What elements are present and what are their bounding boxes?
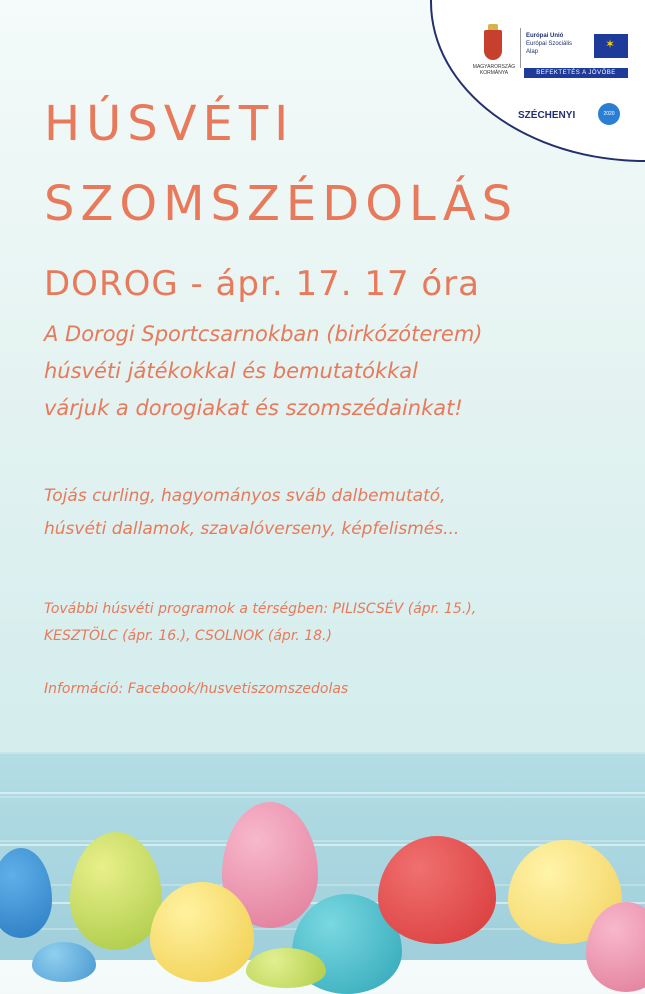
- logo-divider: [520, 28, 521, 68]
- eu-label: [526, 32, 572, 56]
- programs-line: További húsvéti programok a térségben: PILISCSÉV (ápr. 15.),: [44, 601, 477, 617]
- activities-line: húsvéti dallamok, szavalóverseny, képfelismés...: [44, 519, 460, 539]
- eu-flag-icon: [594, 34, 628, 58]
- title-line-1: HÚSVÉTI: [44, 96, 295, 152]
- szechenyi-logo-text: SZÉCHENYI: [518, 110, 576, 121]
- event-date-heading: DOROG - ápr. 17. 17 óra: [44, 264, 481, 304]
- intro-line: várjuk a dorogiakat és szomszédainkat!: [44, 396, 463, 420]
- info-text: Információ: Facebook/husvetiszomszedolas: [44, 681, 349, 697]
- hungarian-coat-of-arms-icon: [484, 30, 502, 60]
- blue-egg: [32, 942, 96, 982]
- green-egg: [246, 948, 326, 988]
- programs-line: KESZTÖLC (ápr. 16.), CSOLNOK (ápr. 18.): [44, 628, 332, 644]
- eu-line1: Európai Unió: [526, 33, 564, 39]
- invest-banner: BEFEKTETÉS A JÖVŐBE: [524, 68, 628, 78]
- programs-paragraph: [44, 596, 476, 650]
- eu-line3: Alap: [526, 49, 539, 55]
- intro-line: A Dorogi Sportcsarnokban (birkózóterem): [44, 322, 483, 346]
- sponsor-logo-panel: [430, 0, 645, 162]
- blue-egg: [0, 848, 52, 938]
- intro-line: húsvéti játékokkal és bemutatókkal: [44, 359, 418, 383]
- activities-paragraph: [44, 480, 459, 546]
- title-line-2: SZOMSZÉDOLÁS: [44, 176, 519, 232]
- activities-line: Tojás curling, hagyományos sváb dalbemutató,: [44, 486, 446, 506]
- ministry-label: MAGYARORSZÁG KORMÁNYA: [472, 64, 516, 76]
- red-egg: [378, 836, 496, 944]
- plank-line: [0, 792, 645, 794]
- szechenyi-badge: 2020: [598, 103, 620, 125]
- green-egg: [70, 832, 162, 950]
- intro-paragraph: [44, 316, 482, 427]
- egg-table-photo: [0, 752, 645, 960]
- info-line: [44, 678, 348, 700]
- eu-line2: Európai Szociális: [526, 41, 573, 47]
